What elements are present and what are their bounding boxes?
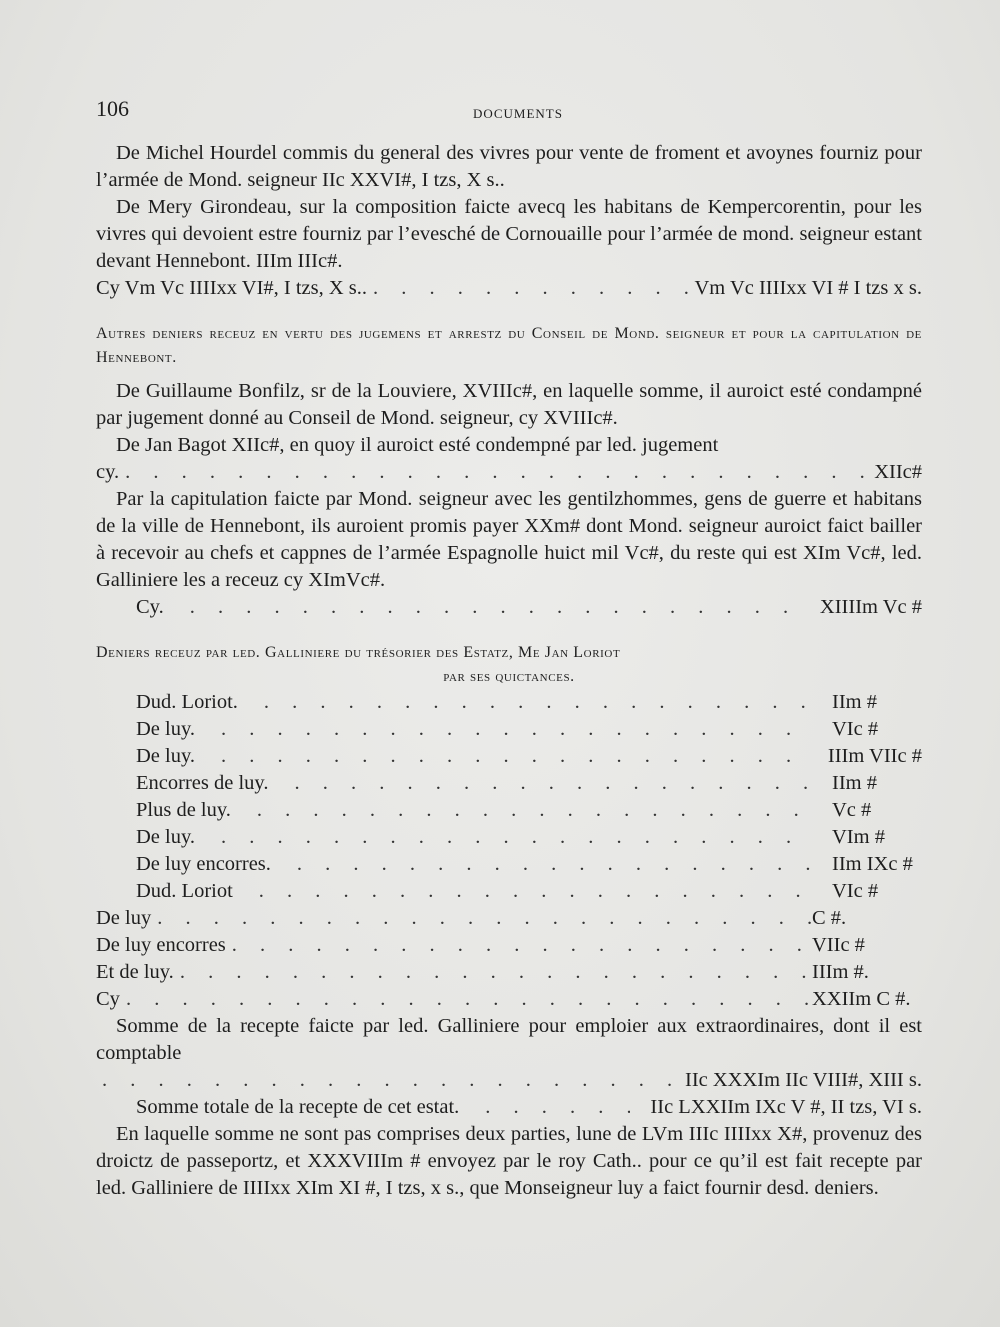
ledger-label: Et de luy. <box>96 961 174 983</box>
sum-amount: IIc XXXIm IIc VIII#, XIII s. <box>685 1069 922 1091</box>
sum-amount: IIc LXXIIm IXc V #, II tzs, VI s. <box>650 1096 922 1118</box>
leader-dots <box>271 851 812 878</box>
capitulation-total-line <box>96 594 922 621</box>
ledger-label: De luy encorres <box>96 934 226 956</box>
running-head: DOCUMENTS <box>473 106 563 121</box>
leader-dots <box>231 797 812 824</box>
entry-capitulation: Par la capitulation faicte par Mond. seigneur avec les gentilzhommes, gens de guerre et habitans de la ville de Hennebont, ils auroient promis payer XXm# dont Mond. seigneur auroict faict bailler à recevoir au chefs et cappnes de l’armée Espagnolle huict mil Vc#, du reste qui est XIm Vc#, led. Galliniere les a receuz cy XImVc#. <box>96 488 922 591</box>
entry-hourdel <box>96 140 922 194</box>
section-heading-1: Autres deniers receuz en vertu des jugemens et arrestz du Conseil de Mond. seigneur et pour la capitulation de Hennebont. <box>96 325 922 366</box>
ledger-label: De luy <box>96 907 152 929</box>
ledger-label: De luy encorres. <box>136 853 271 875</box>
section-heading-2: Deniers receuz par led. Galliniere du trésorier des Estatz, Me Jan Loriot <box>96 644 621 661</box>
ledger-row <box>96 689 922 716</box>
ledger-amount: C #. <box>812 907 847 929</box>
leader-dots <box>96 1067 685 1094</box>
ledger-amount: VIIc # <box>812 934 865 956</box>
closing-paragraph: En laquelle somme ne sont pas comprises deux parties, lune de LVm IIIc IIIIxx X#, provenuz des droictz de passeportz, et XXXVIIIm # envoyez par le roy Cath.. pour ce qu’il est fait recepte par led. Galliniere de IIIIxx XIm XI #, I tzs, x s., que Monseigneur luy a faict fournir desd. deniers. <box>96 1123 922 1199</box>
entry-girondeau <box>96 194 922 275</box>
subtotal-line <box>96 275 922 302</box>
ledger-amount: IIm # <box>832 691 877 713</box>
ledger-row <box>96 959 922 986</box>
page-body <box>96 140 922 1202</box>
ledger-row <box>96 905 922 932</box>
entry-bagot: De Jan Bagot XIIc#, en quoy il auroict esté condempné par led. jugement <box>116 434 719 456</box>
leader-dots <box>120 986 812 1013</box>
leader-dots <box>195 743 808 770</box>
line-amount: XIIIIm Vc # <box>819 596 922 618</box>
ledger-label: De luy. <box>136 826 196 848</box>
ledger-row <box>96 797 922 824</box>
ledger-label: Encorres de luy. <box>136 772 269 794</box>
ledger-label: Plus de luy. <box>136 799 231 821</box>
subtotal-amount: Vm Vc IIIIxx VI # I tzs x s. <box>694 277 922 299</box>
ledger-amount: VIm # <box>832 826 885 848</box>
ledger-row <box>96 932 922 959</box>
ledger-amount: IIm # <box>832 772 877 794</box>
leader-dots <box>164 594 800 621</box>
entry-amount: IIIm IIIc#. <box>255 250 343 272</box>
ledger <box>96 689 922 1013</box>
ledger-row <box>96 851 922 878</box>
ledger-label: Cy <box>96 988 120 1010</box>
ledger-row <box>96 716 922 743</box>
entry-amount: IIc XXVI#, I tzs, X s.. <box>322 169 505 191</box>
ledger-amount: VIc # <box>832 880 879 902</box>
ledger-row <box>96 986 922 1013</box>
entry-text: De Michel Hourdel commis du general des vivres pour vente de froment et avoynes fourniz pour l’armée de Mond. seigneur <box>96 142 922 191</box>
leader-dots <box>233 878 812 905</box>
ledger-row <box>96 743 922 770</box>
leader-dots <box>195 716 812 743</box>
ledger-amount: IIIm VIIc # <box>827 745 922 767</box>
leader-dots <box>367 275 694 302</box>
subtotal-label: Cy Vm Vc IIIIxx VI#, I tzs, X s.. <box>96 277 368 299</box>
ledger-amount: IIIm #. <box>812 961 869 983</box>
ledger-row <box>96 770 922 797</box>
leader-dots <box>195 824 812 851</box>
ledger-label: Dud. Loriot <box>136 880 233 902</box>
sum-extraordinaires-line <box>96 1067 922 1094</box>
leader-dots <box>119 459 874 486</box>
entry-text: De Mery Girondeau, sur la composition faicte avecq les habitans de Kempercorentin, pour les vivres qui devoient estre fourniz par l’evesché de Cornouaille pour l’armée de mond. seigneur estant devant Hennebont. <box>96 196 922 272</box>
sum-total-line <box>96 1094 922 1121</box>
ledger-amount: VIc # <box>832 718 879 740</box>
ledger-label: De luy. <box>136 718 196 740</box>
ledger-amount: XXIIm C #. <box>812 988 911 1010</box>
leader-dots <box>238 689 812 716</box>
line-label: cy. <box>96 461 120 483</box>
line-amount: XIIc# <box>874 461 922 483</box>
leader-dots <box>459 1094 630 1121</box>
ledger-row <box>96 824 922 851</box>
leader-dots <box>151 905 812 932</box>
leader-dots <box>268 770 812 797</box>
page-number: 106 <box>96 96 129 121</box>
ledger-label: Dud. Loriot. <box>136 691 238 713</box>
ledger-amount: Vc # <box>832 799 872 821</box>
leader-dots <box>174 959 812 986</box>
ledger-row <box>96 878 922 905</box>
section-heading-2-cont: par ses quictances. <box>443 668 575 685</box>
line-label: Cy. <box>136 596 164 618</box>
sum-extraordinaires: Somme de la recepte faicte par led. Galliniere pour emploier aux extraordinaires, dont il est comptable <box>96 1015 922 1064</box>
ledger-label: De luy. <box>136 745 196 767</box>
bagot-total-line <box>96 459 922 486</box>
sum-label: Somme totale de la recepte de cet estat. <box>136 1096 460 1118</box>
leader-dots <box>226 932 812 959</box>
entry-bonfilz: De Guillaume Bonfilz, sr de la Louviere, XVIIIc#, en laquelle somme, il auroict esté condampné par jugement donné au Conseil de Mond. seigneur, cy XVIIIc#. <box>96 380 922 429</box>
ledger-amount: IIm IXc # <box>832 853 913 875</box>
